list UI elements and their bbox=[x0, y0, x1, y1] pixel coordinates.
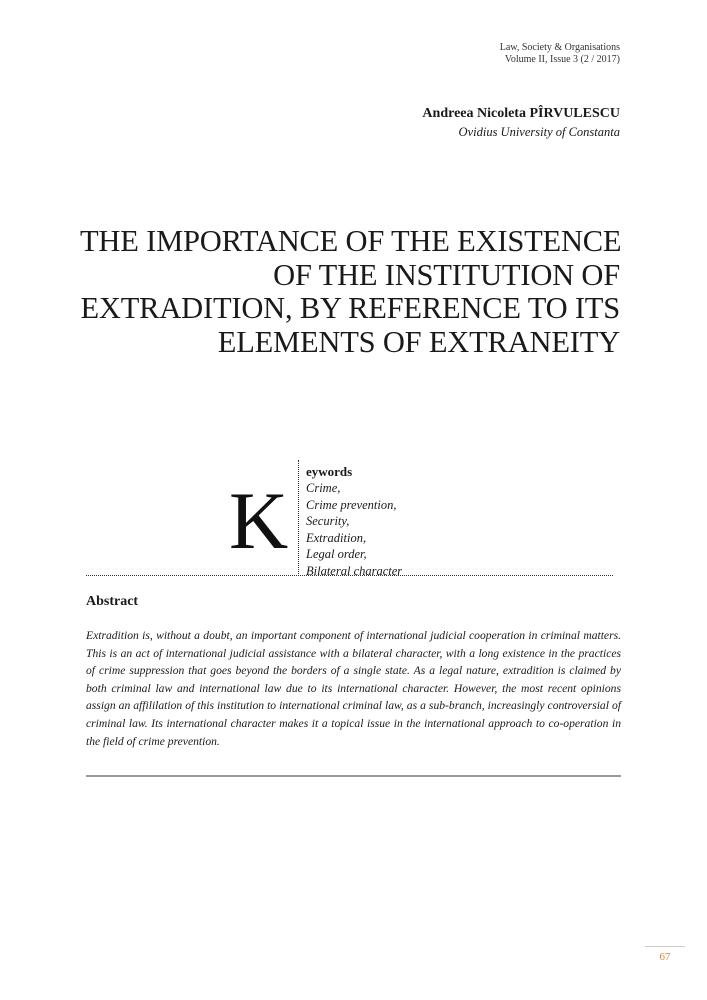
title-line: EXTRADITION, BY REFERENCE TO ITS bbox=[80, 291, 620, 325]
keywords-section bbox=[0, 460, 707, 576]
page-number-rule bbox=[645, 946, 685, 947]
abstract-rule bbox=[86, 775, 621, 777]
keywords-baseline-rule bbox=[86, 575, 613, 576]
keyword-item: Legal order, bbox=[306, 547, 367, 561]
keywords-list bbox=[306, 463, 402, 579]
author-block bbox=[422, 105, 620, 141]
abstract-text: Extradition is, without a doubt, an important component of international judicial cooperation in criminal matters. This is an act of international judicial assistance with a bilateral character, with a long existence in the practices of crime suppression that goes beyond the borders of a single state. As a legal nature, extradition is claimed by both criminal law and international law due to its international character. However, the most recent opinions assign an affililation of this institution to international criminal law, as a sub-branch, increasingly controversial of criminal law. Its international character makes it a topical issue in the international approach to co-operation in the field of crime prevention. bbox=[86, 629, 621, 748]
title-line: THE IMPORTANCE OF THE EXISTENCE bbox=[80, 224, 622, 258]
keyword-item: Bilateral character bbox=[306, 563, 403, 578]
keyword-item: Security, bbox=[306, 514, 350, 528]
journal-header bbox=[500, 42, 620, 66]
page-number: 67 bbox=[659, 951, 671, 963]
author-name: Andreea Nicoleta PÎRVULESCU bbox=[422, 106, 620, 121]
keyword-item: Crime, bbox=[306, 481, 341, 495]
title-line: ELEMENTS OF EXTRANEITY bbox=[217, 324, 620, 359]
title-line: OF THE INSTITUTION OF bbox=[273, 257, 620, 292]
keyword-item: Extradition, bbox=[306, 530, 367, 545]
journal-issue: Volume II, Issue 3 (2 / 2017) bbox=[504, 54, 620, 65]
keywords-drop-cap: K bbox=[229, 475, 289, 566]
author-affiliation: Ovidius University of Constanta bbox=[458, 125, 620, 139]
keywords-heading: eywords bbox=[306, 464, 353, 479]
abstract-heading: Abstract bbox=[86, 594, 139, 609]
keyword-item: Crime prevention, bbox=[306, 497, 397, 512]
journal-name: Law, Society & Organisations bbox=[499, 42, 620, 53]
keywords-divider bbox=[298, 460, 299, 576]
paper-title bbox=[80, 225, 620, 359]
